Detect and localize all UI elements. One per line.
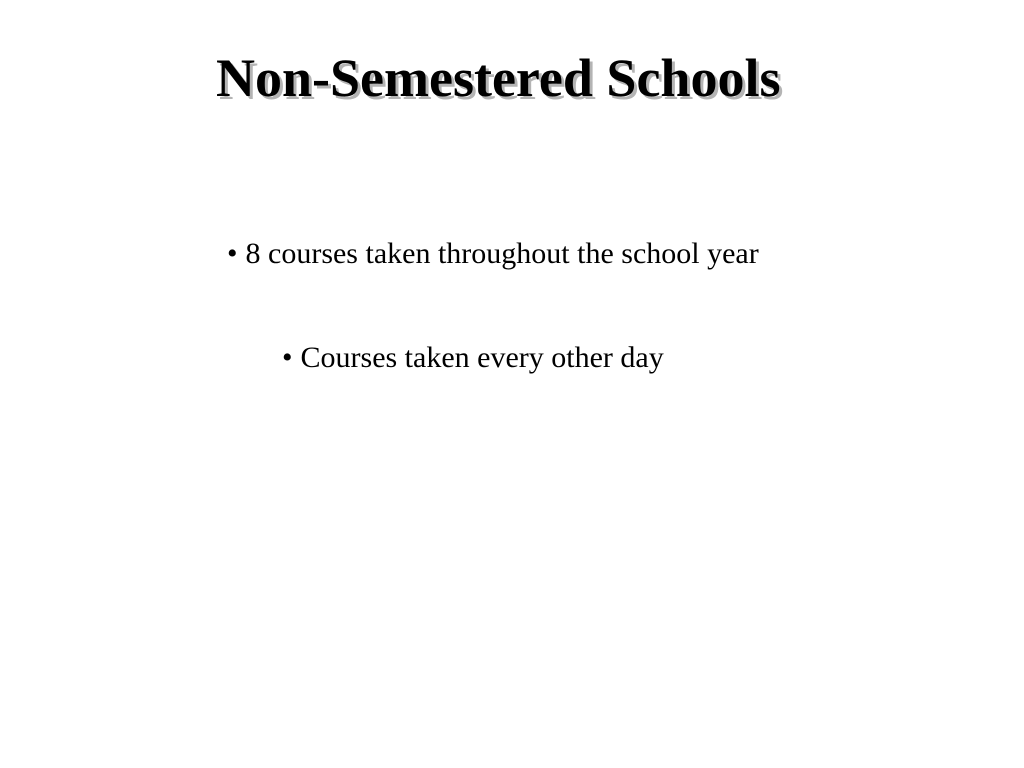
- slide-title: Non-Semestered Schools: [216, 48, 781, 108]
- bullet-text: Courses taken every other day: [300, 341, 664, 374]
- bullet-item: [227, 236, 759, 272]
- bullet-marker: •: [282, 341, 293, 374]
- bullet-item: [282, 340, 664, 376]
- bullet-marker: •: [227, 237, 238, 270]
- bullet-text: 8 courses taken throughout the school year: [245, 237, 759, 270]
